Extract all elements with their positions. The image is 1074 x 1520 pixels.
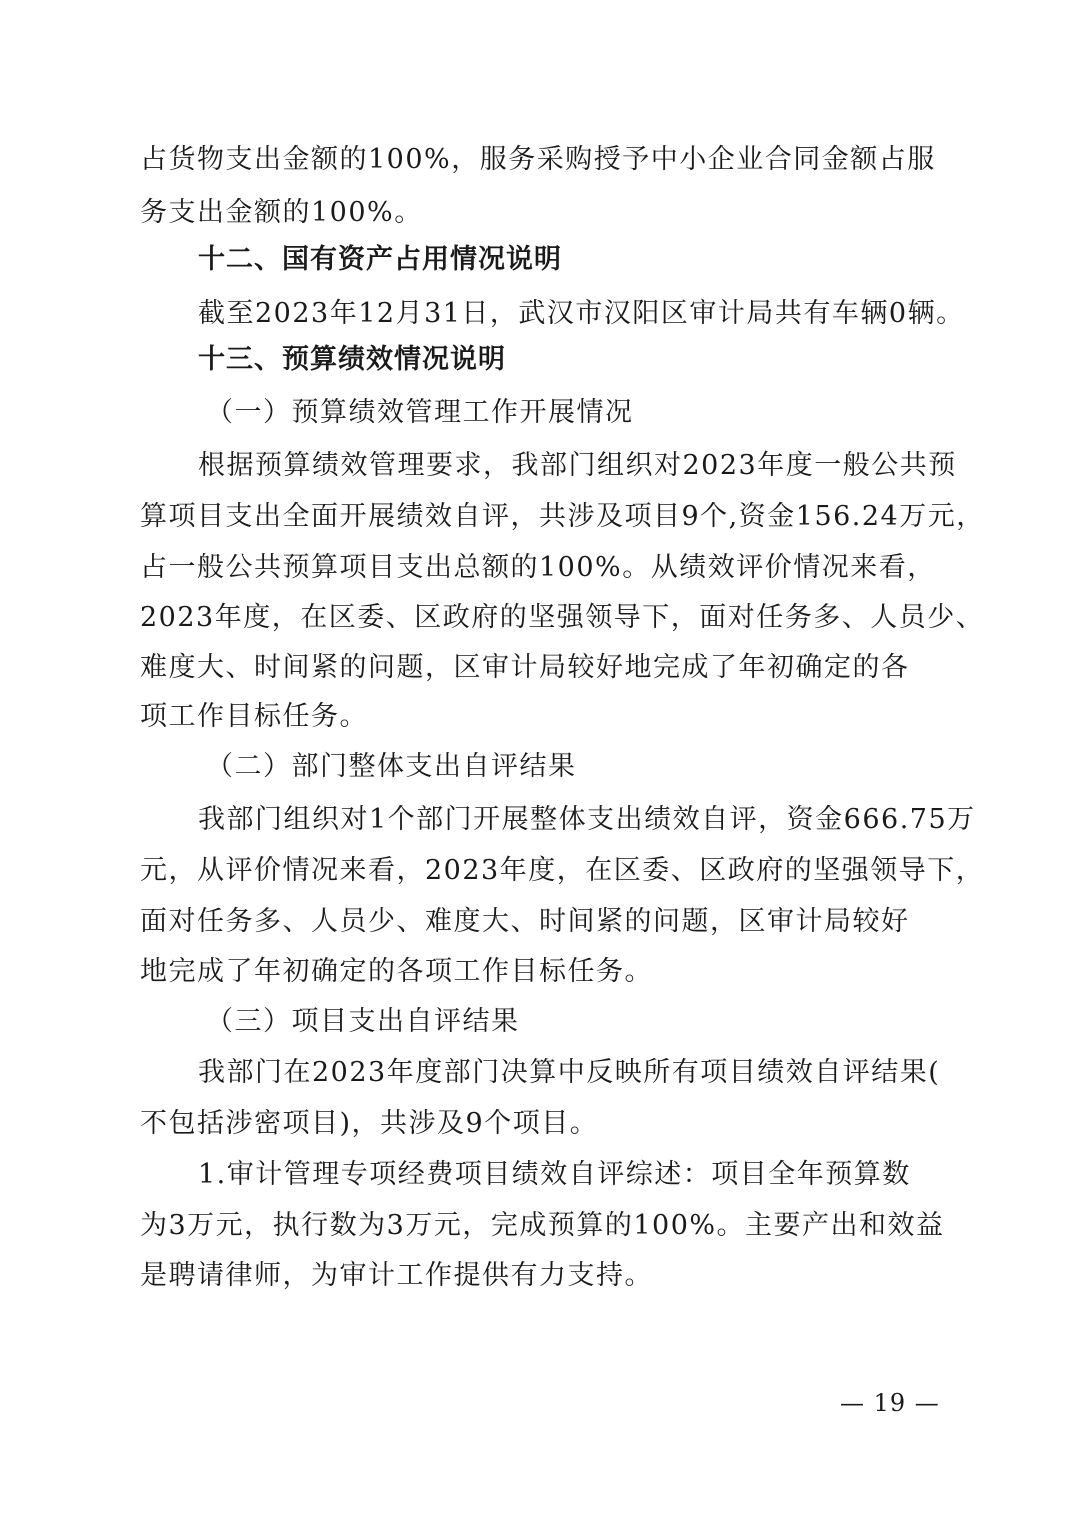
- body-text-line: 占一般公共预算项目支出总额的100%。从绩效评价情况来看，: [140, 552, 936, 583]
- body-text-line: 算项目支出全面开展绩效自评，共涉及项目9个,资金156.24万元，: [140, 501, 985, 532]
- body-text-line: 我部门组织对1个部门开展整体支出绩效自评，资金666.75万: [198, 804, 976, 835]
- body-text-line: 难度大、时间紧的问题，区审计局较好地完成了年初确定的各: [140, 652, 910, 683]
- page-number: — 19 —: [840, 1389, 940, 1417]
- body-text-line: 2023年度，在区委、区政府的坚强领导下，面对任务多、人员少、: [140, 602, 985, 633]
- body-text-line: 项工作目标任务。: [140, 701, 368, 732]
- body-text-line: 不包括涉密项目)，共涉及9个项目。: [140, 1108, 599, 1139]
- subsection-heading-3: （三）项目支出自评结果: [206, 1006, 520, 1037]
- body-text-line: 为3万元，执行数为3万元，完成预算的100%。主要产出和效益: [140, 1210, 945, 1241]
- section-heading-13: 十三、预算绩效情况说明: [198, 344, 506, 375]
- subsection-heading-1: （一）预算绩效管理工作开展情况: [206, 397, 634, 428]
- subsection-heading-2: （二）部门整体支出自评结果: [206, 751, 577, 782]
- body-text-line: 元，从评价情况来看，2023年度，在区委、区政府的坚强领导下，: [140, 855, 985, 886]
- body-text-line: 占货物支出金额的100%，服务采购授予中小企业合同金额占服: [140, 144, 936, 175]
- body-text-line: 务支出金额的100%。: [140, 197, 423, 228]
- body-text-line: 截至2023年12月31日，武汉市汉阳区审计局共有车辆0辆。: [198, 298, 965, 329]
- body-text-line: 面对任务多、人员少、难度大、时间紧的问题，区审计局较好: [140, 906, 910, 937]
- body-text-line: 根据预算绩效管理要求，我部门组织对2023年度一般公共预: [198, 450, 957, 481]
- section-heading-12: 十二、国有资产占用情况说明: [198, 244, 562, 275]
- body-text-line: 地完成了年初确定的各项工作目标任务。: [140, 956, 653, 987]
- body-text-line: 我部门在2023年度部门决算中反映所有项目绩效自评结果(: [198, 1057, 941, 1088]
- body-text-line: 1.审计管理专项经费项目绩效自评综述：项目全年预算数: [198, 1159, 911, 1190]
- body-text-line: 是聘请律师，为审计工作提供有力支持。: [140, 1260, 653, 1291]
